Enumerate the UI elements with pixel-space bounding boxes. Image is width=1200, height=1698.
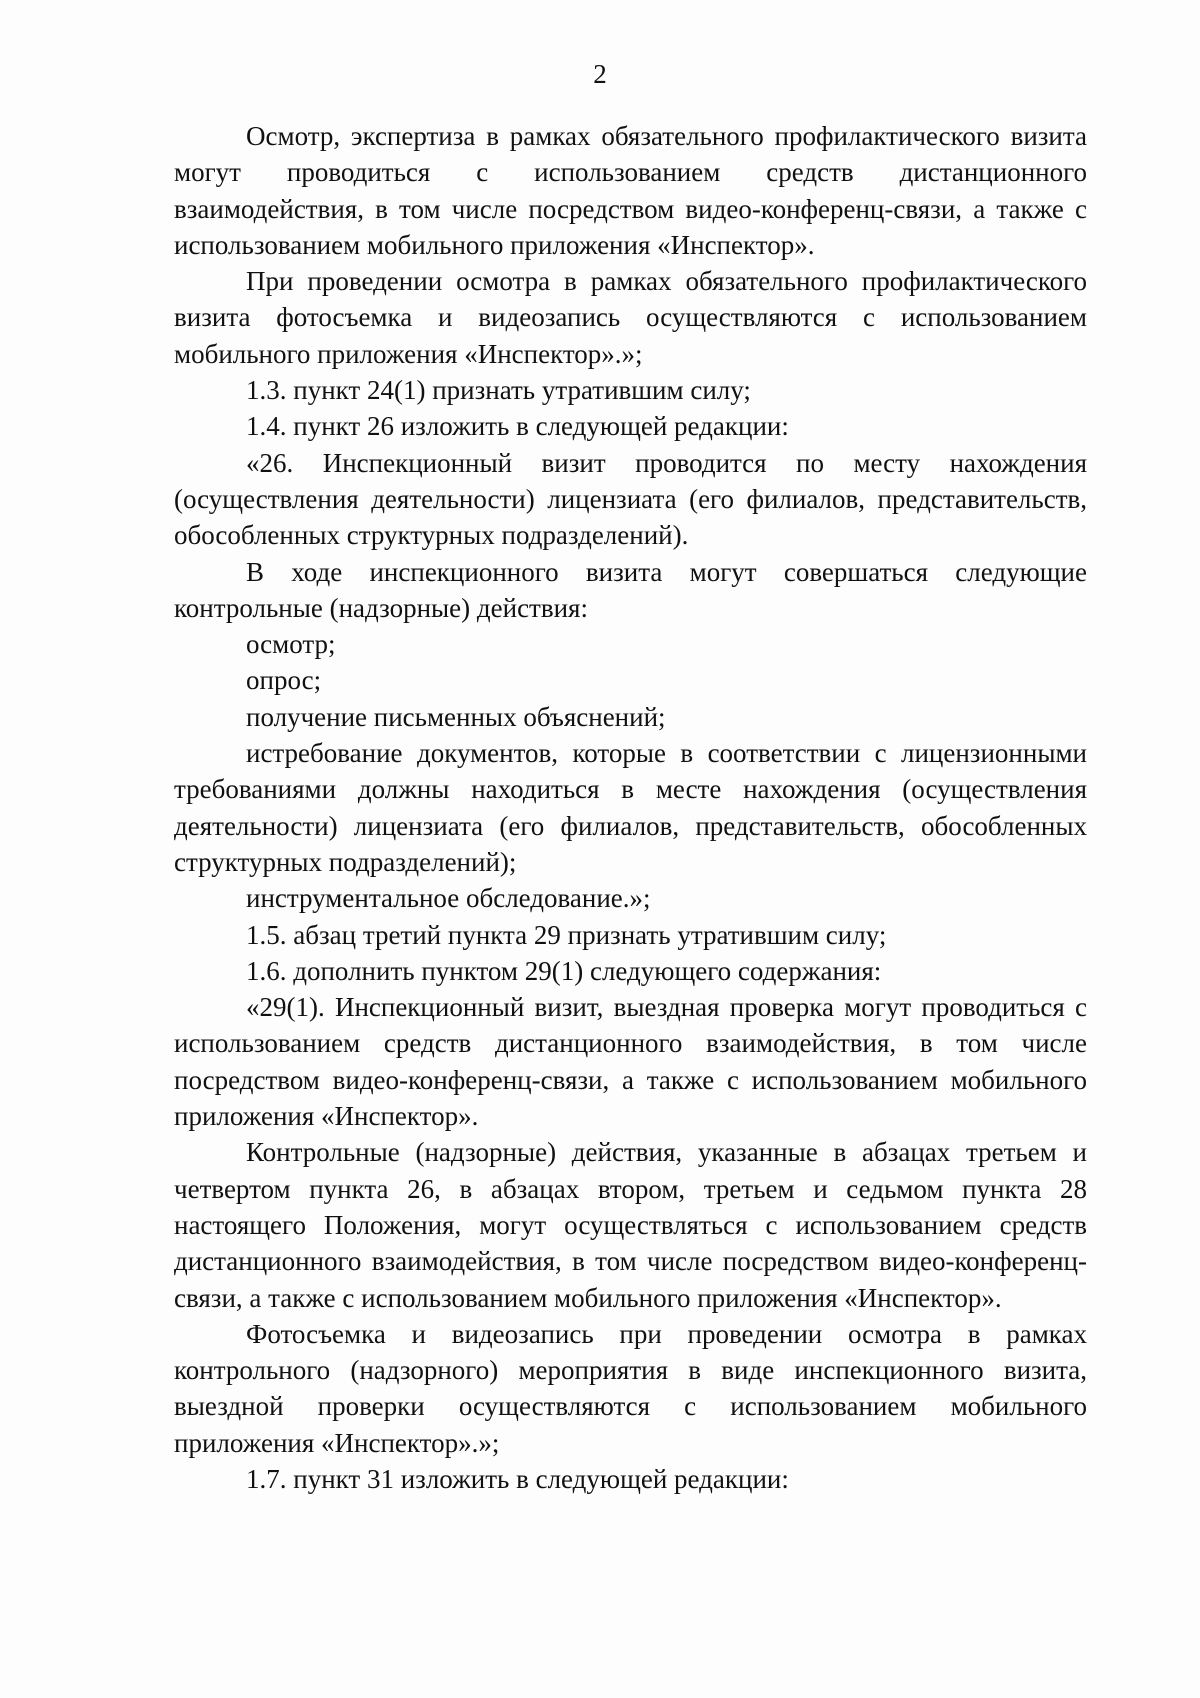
list-item: 1.4. пункт 26 изложить в следующей редакции: <box>246 411 789 442</box>
paragraph: истребование документов, которые в соответствии с лицензионными требованиями должны находиться в месте нахождения (осуществления деятельности) лицензиата (его филиалов, представительств, обособленных структурных подразделений); <box>174 738 1087 877</box>
paragraph: В ходе инспекционного визита могут совершаться следующие контрольные (надзорные) действия: <box>174 556 1087 623</box>
paragraph: Контрольные (надзорные) действия, указанные в абзацах третьем и четвертом пункта 26, в абзацах втором, третьем и седьмом пункта 28 настоящего Положения, могут осуществляться с использованием средств дистанционного взаимодействия, в том числе посредством видео-конференц-связи, а также с использованием мобильного приложения «Инспектор». <box>174 1137 1087 1313</box>
list-item: 1.6. дополнить пунктом 29(1) следующего содержания: <box>246 955 882 986</box>
paragraph: Осмотр, экспертиза в рамках обязательного профилактического визита могут проводиться с использованием средств дистанционного взаимодействия, в том числе посредством видео-конференц-связи, а также с использованием мобильного приложения «Инспектор». <box>174 121 1087 260</box>
list-item: 1.3. пункт 24(1) признать утратившим силу; <box>246 375 751 406</box>
paragraph: При проведении осмотра в рамках обязательного профилактического визита фотосъемка и видеозапись осуществляются с использованием мобильного приложения «Инспектор».»; <box>174 266 1087 369</box>
page-number: 2 <box>593 59 607 89</box>
list-item: 1.7. пункт 31 изложить в следующей редакции: <box>246 1463 789 1494</box>
document-body <box>174 118 1087 1497</box>
list-item: опрос; <box>246 665 322 696</box>
list-item: получение письменных объяснений; <box>246 701 666 732</box>
list-item: инструментальное обследование.»; <box>246 883 651 914</box>
paragraph: «29(1). Инспекционный визит, выездная проверка могут проводиться с использованием средств дистанционного взаимодействия, в том числе посредством видео-конференц-связи, а также с использованием мобильного приложения «Инспектор». <box>174 992 1087 1132</box>
paragraph: Фотосъемка и видеозапись при проведении осмотра в рамках контрольного (надзорного) мероприятия в виде инспекционного визита, выездной проверки осуществляются с использованием мобильного приложения «Инспектор».»; <box>174 1318 1087 1458</box>
list-item: 1.5. абзац третий пункта 29 признать утратившим силу; <box>246 919 887 950</box>
list-item: осмотр; <box>246 629 336 660</box>
paragraph: «26. Инспекционный визит проводится по месту нахождения (осуществления деятельности) лицензиата (его филиалов, представительств, обособленных структурных подразделений). <box>174 447 1087 551</box>
